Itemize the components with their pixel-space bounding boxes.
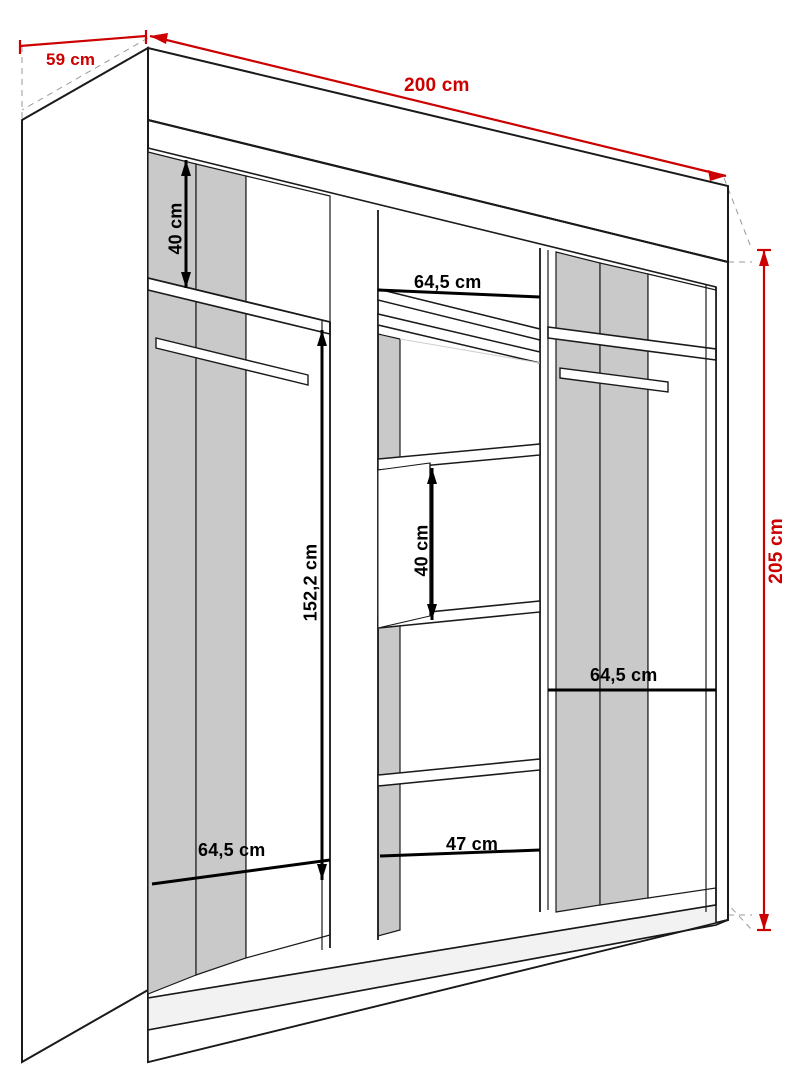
cabinet-body: [22, 48, 728, 1062]
depth-label: 59 cm: [46, 50, 96, 69]
middle-bottom-width-label: 47 cm: [446, 834, 499, 854]
right-shelf-width-label: 64,5 cm: [590, 665, 658, 685]
width-label: 200 cm: [404, 75, 470, 96]
left-bottom-width-label: 64,5 cm: [198, 840, 266, 860]
height-label: 205 cm: [765, 518, 787, 584]
left-top-compartment-height-label: 40 cm: [165, 202, 186, 255]
middle-compartment-height-label: 40 cm: [411, 524, 432, 577]
middle-top-shelf-width-label: 64,5 cm: [414, 272, 482, 292]
left-hanging-height-label: 152,2 cm: [300, 543, 321, 622]
